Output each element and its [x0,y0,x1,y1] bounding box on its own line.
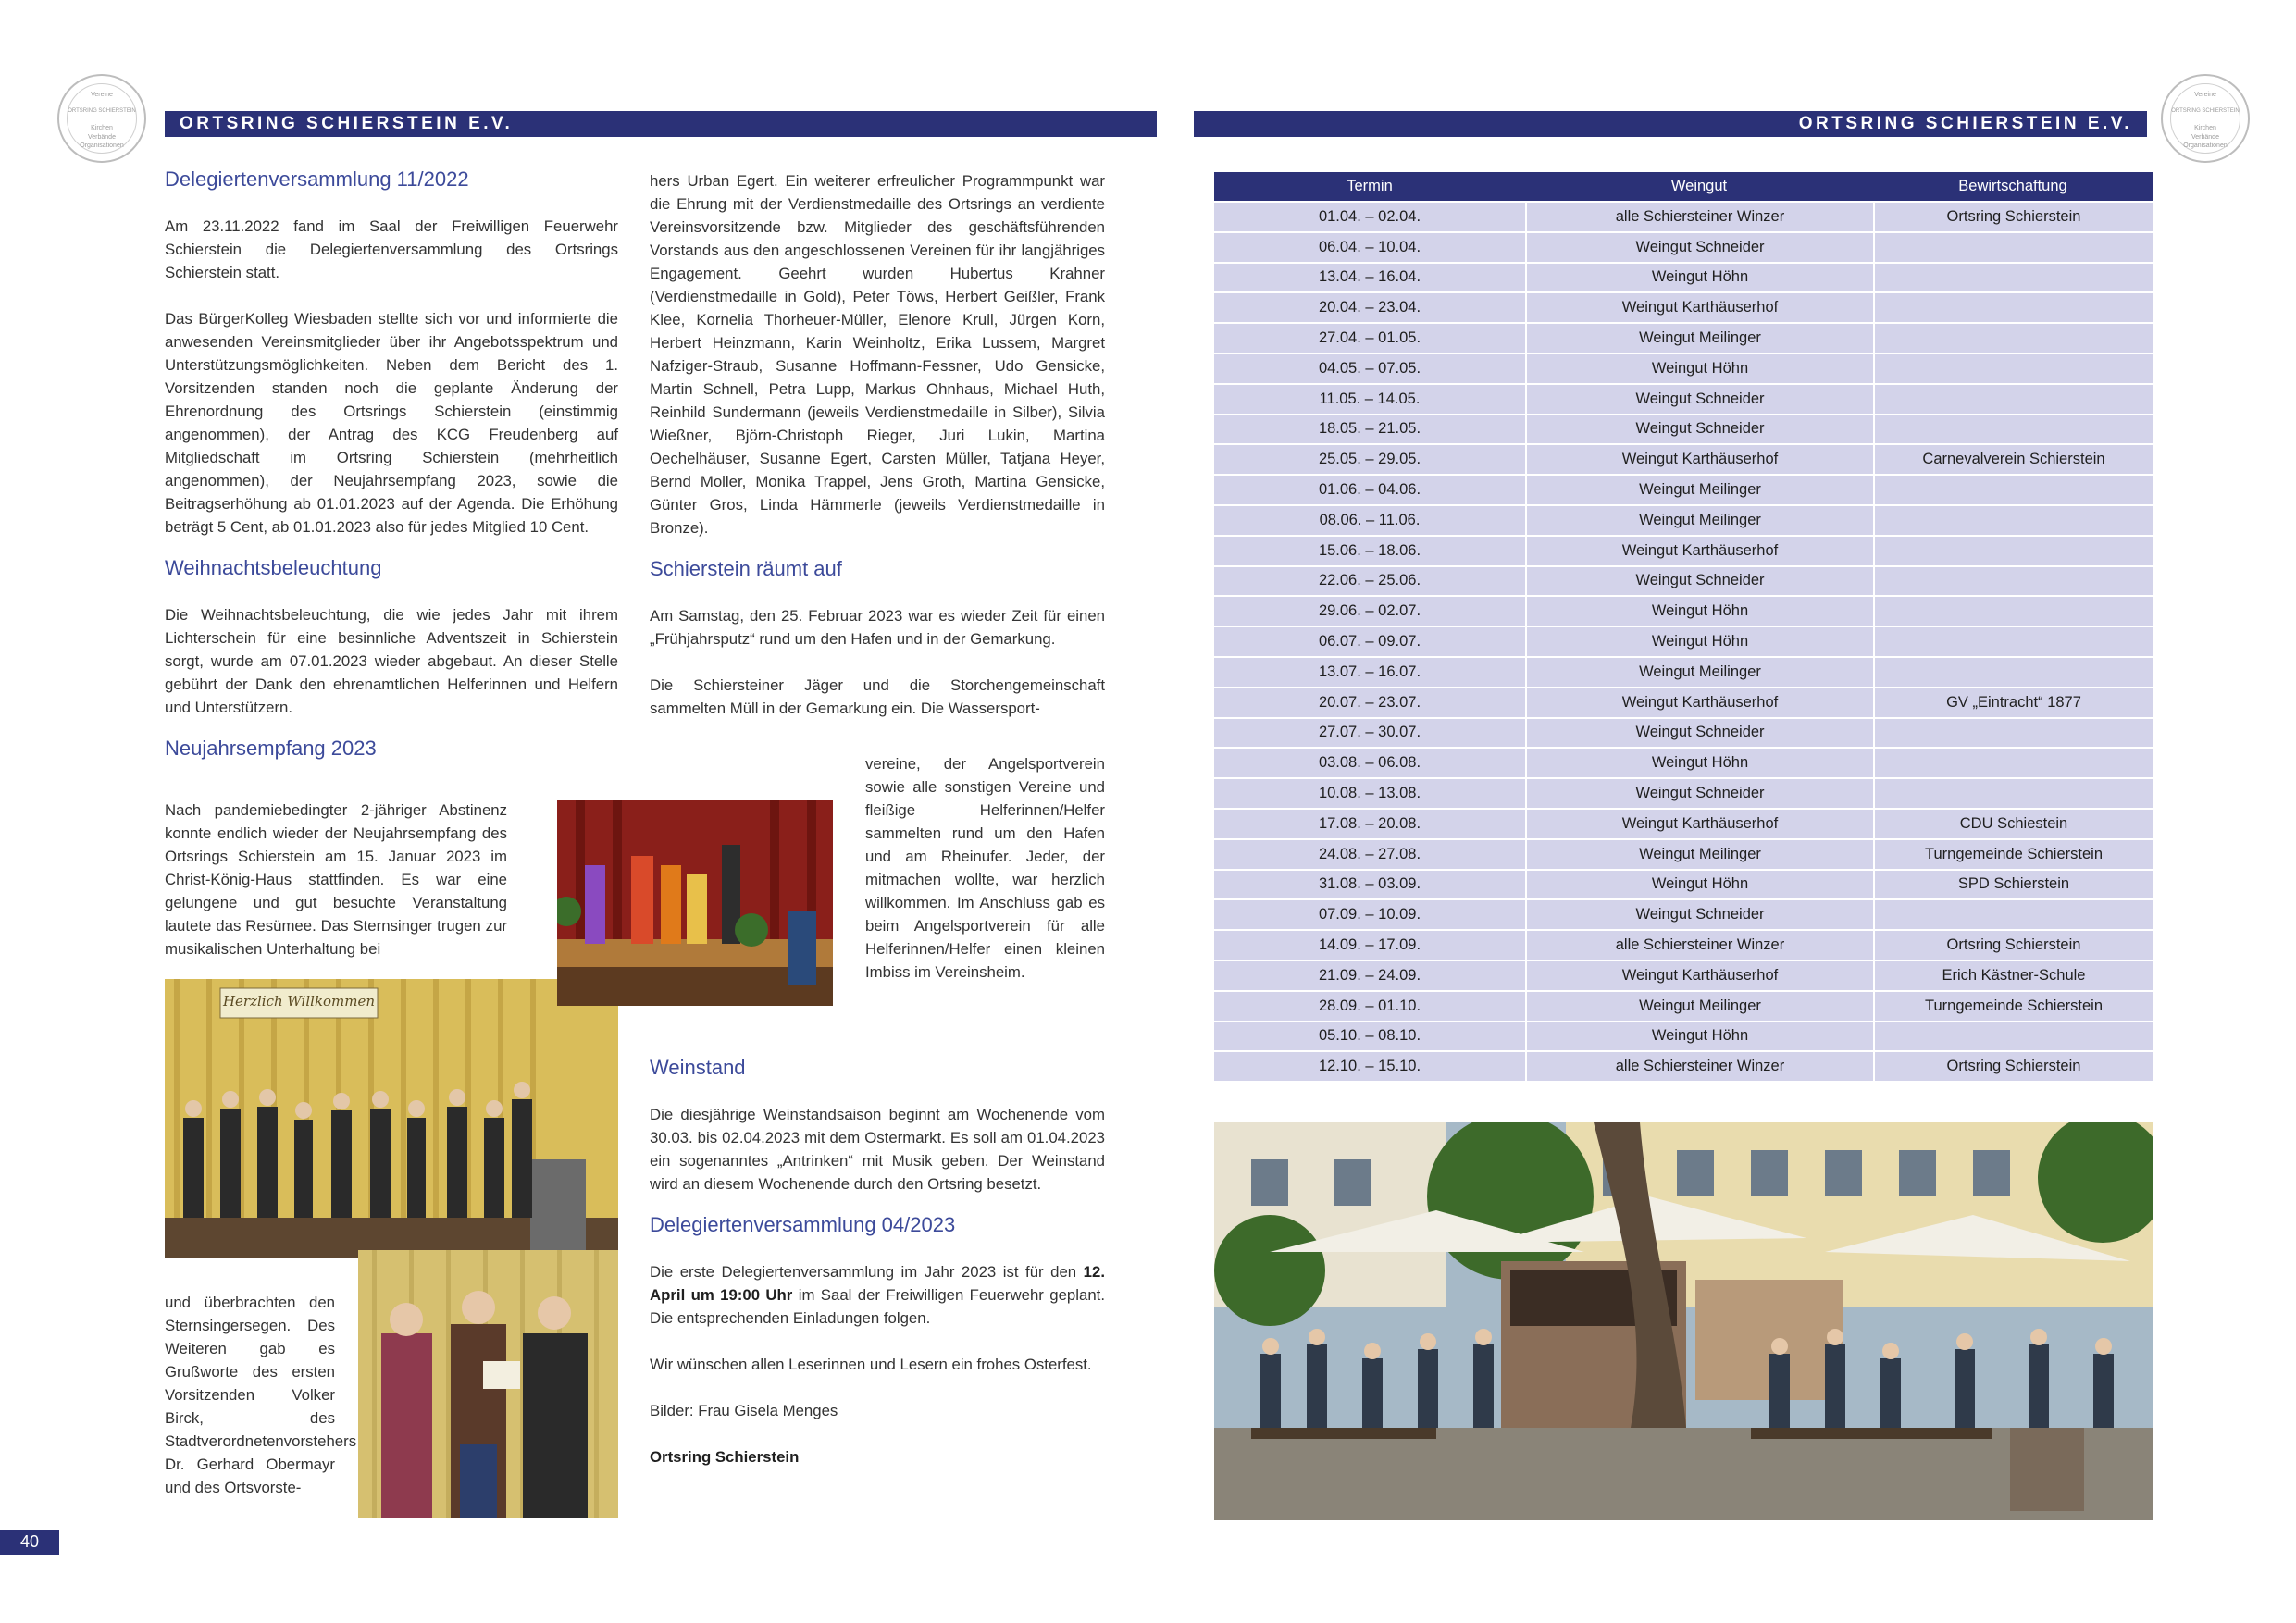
logo-text: Kirchen [2194,125,2216,131]
table-row [1214,869,2153,899]
termin-cell: 31.08. – 03.09. [1214,869,1525,899]
logo-text: Organisationen [80,142,124,149]
table-row [1214,656,2153,687]
weingut-cell: Weingut Schneider [1525,717,1873,748]
termin-cell: 12.10. – 15.10. [1214,1050,1525,1081]
table-row [1214,808,2153,838]
logo-text: Vereine [91,92,113,98]
table-row [1214,322,2153,353]
bewirtschaftung-cell [1873,717,2153,748]
weingut-cell: Weingut Karthäuserhof [1525,808,1873,838]
termin-cell: 08.06. – 11.06. [1214,504,1525,535]
paragraph: Die diesjährige Weinstandsaison beginnt am Wochenende vom 30.03. bis 02.04.2023 mit dem Ostermarkt. Es soll am 01.04.2023 ein sogenanntes „Antrinken“ mit Musik geben. Der Weinstand wird an diesem Wochenende durch den Ortsring besetzt. [650,1106,1105,1193]
weingut-cell: Weingut Höhn [1525,262,1873,292]
termin-cell: 13.04. – 16.04. [1214,262,1525,292]
paragraph: hers Urban Egert. Ein weiterer erfreulicher Programmpunkt war die Ehrung mit der Verdienstmedaille des Ortsrings an verdiente Vereinsvorsitzende bzw. Mitglieder des geschäftsführenden Vorstands aus den angeschlossenen Vereinen für ihr langjähriges Engagement. Geehrt wurden Hubertus Krahner (Verdienstmedaille in Gold), Peter Töws, Herbert Geißler, Frank Klee, Kornelia Thorheuer-Müller, Elenore Krull, Jürgen Korn, Herbert Heinzmann, Karin Weinholtz, Erika Lussem, Margret Nafziger-Straub, Susanne Hoffmann-Fessner, Udo Gensicke, Martin Schnell, Petra Lupp, Markus Ohnhaus, Michael Huth, Reinhild Sundermann (jeweils Verdienstmedaille in Silber), Silvia Wießner, Björn-Christoph Rieger, Juri Lukin, Martina Oechelhäuser, Susanne Egert, Carsten Müller, Tatjana Heyer, Bernd Moller, Monika Trappel, Jens Groth, Martina Gensicke, Günter Gros, Linda Hämmerle (jeweils Verdienstmedaille in Bronze). [650,172,1105,537]
weingut-cell: alle Schiersteiner Winzer [1525,1050,1873,1081]
weingut-cell: Weingut Meilinger [1525,474,1873,504]
table-row [1214,353,2153,383]
weingut-cell: Weingut Höhn [1525,626,1873,656]
table-row [1214,1021,2153,1051]
photo-credit: Bilder: Frau Gisela Menges [650,1402,838,1419]
weingut-cell: Weingut Schneider [1525,231,1873,262]
table-row [1214,565,2153,596]
weingut-cell: alle Schiersteiner Winzer [1525,201,1873,231]
table-row [1214,231,2153,262]
bewirtschaftung-cell [1873,322,2153,353]
section-title: Weihnachtsbeleuchtung [165,556,382,579]
table-row [1214,504,2153,535]
termin-cell: 28.09. – 01.10. [1214,990,1525,1021]
band-title: ORTSRING SCHIERSTEIN E.V. [180,114,514,133]
termin-cell: 29.06. – 02.07. [1214,595,1525,626]
termin-cell: 06.04. – 10.04. [1214,231,1525,262]
weingut-cell: Weingut Karthäuserhof [1525,443,1873,474]
bewirtschaftung-cell [1873,747,2153,777]
bewirtschaftung-cell: Ortsring Schierstein [1873,929,2153,960]
table-row [1214,747,2153,777]
table-row [1214,383,2153,414]
termin-cell: 24.08. – 27.08. [1214,838,1525,869]
bewirtschaftung-cell [1873,383,2153,414]
bewirtschaftung-cell: Erich Kästner-Schule [1873,960,2153,990]
logo-text: Kirchen [91,125,113,131]
weingut-cell: Weingut Höhn [1525,747,1873,777]
schedule-table [1214,172,2153,1081]
column-header: Weingut [1525,172,1873,201]
medal-honoring-photo [358,1250,618,1518]
welcome-banner-text: Herzlich Willkommen [222,993,376,1010]
weingut-cell: Weingut Höhn [1525,353,1873,383]
table-row [1214,201,2153,231]
bewirtschaftung-cell [1873,504,2153,535]
ortsring-logo-right [2161,74,2250,163]
termin-cell: 14.09. – 17.09. [1214,929,1525,960]
table-row [1214,535,2153,565]
left-column-top [165,167,618,762]
termin-cell: 10.08. – 13.08. [1214,777,1525,808]
table-row [1214,838,2153,869]
bewirtschaftung-cell: Turngemeinde Schierstein [1873,838,2153,869]
weingut-cell: Weingut Höhn [1525,869,1873,899]
paragraph [650,1260,1105,1330]
termin-cell: 15.06. – 18.06. [1214,535,1525,565]
section-title: Delegiertenversammlung 11/2022 [165,167,469,191]
section-title: Delegiertenversammlung 04/2023 [650,1213,956,1236]
termin-cell: 01.06. – 04.06. [1214,474,1525,504]
weingut-cell: Weingut Meilinger [1525,322,1873,353]
termin-cell: 06.07. – 09.07. [1214,626,1525,656]
bewirtschaftung-cell [1873,626,2153,656]
bewirtschaftung-cell [1873,898,2153,929]
bewirtschaftung-cell: Ortsring Schierstein [1873,201,2153,231]
termin-cell: 13.07. – 16.07. [1214,656,1525,687]
termin-cell: 05.10. – 08.10. [1214,1021,1525,1051]
page-number: 40 [0,1530,59,1555]
middle-column-top [650,169,1105,720]
table-header-row [1214,172,2153,201]
bewirtschaftung-cell: Ortsring Schierstein [1873,1050,2153,1081]
table-row [1214,929,2153,960]
logo-text: Vereine [2194,92,2216,98]
logo-text: ORTSRING SCHIERSTEIN [2171,108,2240,114]
table-row [1214,291,2153,322]
termin-cell: 25.05. – 29.05. [1214,443,1525,474]
weingut-cell: alle Schiersteiner Winzer [1525,929,1873,960]
table-row [1214,898,2153,929]
middle-column-wrap [865,752,1105,984]
paragraph: Die Schiersteiner Jäger und die Storchengemeinschaft sammelten Müll in der Gemarkung ein. Die Wassersport- [650,676,1105,717]
weingut-cell: Weingut Schneider [1525,414,1873,444]
middle-column-bottom [650,1055,1105,1468]
weingut-cell: Weingut Höhn [1525,595,1873,626]
table-row [1214,414,2153,444]
band-title: ORTSRING SCHIERSTEIN E.V. [1798,114,2132,133]
left-column-bottom [165,1291,357,1499]
table-row [1214,474,2153,504]
paragraph: Wir wünschen allen Leserinnen und Lesern ein frohes Osterfest. [650,1356,1092,1373]
bewirtschaftung-cell [1873,1021,2153,1051]
weingut-cell: Weingut Karthäuserhof [1525,291,1873,322]
text-run: Die erste Delegiertenversammlung im Jahr 2023 ist für den [650,1263,1084,1281]
signature-wrap [650,1445,1105,1468]
logo-text: Verbände [88,134,116,141]
weingut-cell: Weingut Schneider [1525,898,1873,929]
bewirtschaftung-cell [1873,656,2153,687]
bewirtschaftung-cell [1873,291,2153,322]
column-header: Termin [1214,172,1525,201]
weingut-cell: Weingut Karthäuserhof [1525,960,1873,990]
section-title: Neujahrsempfang 2023 [165,737,377,760]
section-title: Schierstein räumt auf [650,557,842,580]
section-title: Weinstand [650,1056,746,1079]
header-band-right [1194,111,2147,137]
header-band-left [165,111,1157,137]
bewirtschaftung-cell [1873,231,2153,262]
termin-cell: 04.05. – 07.05. [1214,353,1525,383]
weingut-cell: Weingut Meilinger [1525,838,1873,869]
paragraph: Am Samstag, den 25. Februar 2023 war es wieder Zeit für einen „Frühjahrsputz“ rund um den Hafen und in der Gemarkung. [650,607,1105,648]
weingut-cell: Weingut Schneider [1525,565,1873,596]
logo-text: ORTSRING SCHIERSTEIN [68,108,136,114]
weingut-cell: Weingut Schneider [1525,777,1873,808]
weingut-cell: Weingut Meilinger [1525,504,1873,535]
weingut-cell: Weingut Meilinger [1525,656,1873,687]
signature: Ortsring Schierstein [650,1448,800,1466]
bewirtschaftung-cell: CDU Schiestein [1873,808,2153,838]
paragraph: Das BürgerKolleg Wiesbaden stellte sich vor und informierte die anwesenden Vereinsmitglieder über ihr Angebotsspektrum und Unterstützungsmöglichkeiten. Neben dem Bericht des 1. Vorsitzenden standen noch die geplante Änderung der Ehrenordnung des Ortsrings Schierstein (einstimmig angenommen), der Antrag des KCG Freudenberg auf Mitgliedschaft im Ortsring Schierstein (mehrheitlich angenommen), der Neujahrsempfang 2023, sowie die Beitragserhöhung ab 01.01.2023 auf der Agenda. Die Erhöhung beträgt 5 Cent, ab 01.01.2023 also für jedes Mitglied 10 Cent. [165,310,618,536]
weingut-cell: Weingut Schneider [1525,383,1873,414]
meeting-datetime: 12. April um 19:00 Uhr [650,1263,1105,1304]
paragraph: vereine, der Angelsportverein sowie alle sonstigen Vereine und fleißige Helferinnen/Helfer sammelten rund um den Hafen und am Rheinufer. Jeder, der mitmachen wollte, war herzlich willkommen. Im Anschluss gab es beim Angelsportverein für alle Helferinnen/Helfer einen kleinen Imbiss im Vereinsheim. [865,755,1105,981]
bewirtschaftung-cell: SPD Schierstein [1873,869,2153,899]
table-row [1214,595,2153,626]
table-body [1214,201,2153,1081]
termin-cell: 18.05. – 21.05. [1214,414,1525,444]
table-row [1214,626,2153,656]
termin-cell: 01.04. – 02.04. [1214,201,1525,231]
bewirtschaftung-cell [1873,262,2153,292]
bewirtschaftung-cell: Turngemeinde Schierstein [1873,990,2153,1021]
table-row [1214,443,2153,474]
weingut-cell: Weingut Karthäuserhof [1525,535,1873,565]
weingut-cell: Weingut Meilinger [1525,990,1873,1021]
table-row [1214,990,2153,1021]
bewirtschaftung-cell [1873,777,2153,808]
weinstand-photo [1214,1122,2153,1520]
ortsring-logo-left [57,74,146,163]
paragraph: und überbrachten den Sternsingersegen. Des Weiteren gab es Grußworte des ersten Vorsitzenden Volker Birck, des Stadtverordnetenvorstehers Dr. Gerhard Obermayr und des Ortsvorste- [165,1294,357,1496]
bewirtschaftung-cell [1873,474,2153,504]
paragraph: Nach pandemiebedingter 2-jähriger Abstinenz konnte endlich wieder der Neujahrsempfang des Ortsrings Schierstein am 15. Januar 2023 im Christ-König-Haus stattfinden. Es war eine gelungene und gut besuchte Veranstaltung lautete das Resümee. Das Sternsinger trugen zur musikalischen Unterhaltung bei [165,801,507,958]
bewirtschaftung-cell [1873,535,2153,565]
paragraph: Am 23.11.2022 fand im Saal der Freiwilligen Feuerwehr Schierstein die Delegiertenversammlung des Ortsrings Schierstein statt. [165,217,618,281]
logo-text: Verbände [2191,134,2219,141]
table-row [1214,777,2153,808]
sternsinger-stage-photo [557,800,833,1006]
table-row [1214,262,2153,292]
logo-text: Organisationen [2183,142,2228,149]
reception-photo [165,979,618,1258]
termin-cell: 21.09. – 24.09. [1214,960,1525,990]
termin-cell: 17.08. – 20.08. [1214,808,1525,838]
weinstand-schedule [1214,172,2153,1081]
table-row [1214,1050,2153,1081]
termin-cell: 27.07. – 30.07. [1214,717,1525,748]
bewirtschaftung-cell: Carnevalverein Schierstein [1873,443,2153,474]
bewirtschaftung-cell [1873,595,2153,626]
termin-cell: 22.06. – 25.06. [1214,565,1525,596]
table-row [1214,960,2153,990]
termin-cell: 11.05. – 14.05. [1214,383,1525,414]
text-run: im Saal der Freiwilligen Feuerwehr geplant. Die entsprechenden Einladungen folgen. [650,1286,1105,1327]
bewirtschaftung-cell [1873,414,2153,444]
termin-cell: 20.07. – 23.07. [1214,687,1525,717]
termin-cell: 20.04. – 23.04. [1214,291,1525,322]
paragraph: Die Weihnachtsbeleuchtung, die wie jedes Jahr mit ihrem Lichterschein für eine besinnliche Adventszeit in Schierstein sorgt, wurde am 07.01.2023 wieder abgebaut. An dieser Stelle gebührt der Dank den ehrenamtlichen Helferinnen und Helfern und Unterstützern. [165,606,618,716]
termin-cell: 27.04. – 01.05. [1214,322,1525,353]
table-row [1214,687,2153,717]
termin-cell: 07.09. – 10.09. [1214,898,1525,929]
termin-cell: 03.08. – 06.08. [1214,747,1525,777]
bewirtschaftung-cell [1873,565,2153,596]
weingut-cell: Weingut Karthäuserhof [1525,687,1873,717]
table-row [1214,717,2153,748]
bewirtschaftung-cell [1873,353,2153,383]
bewirtschaftung-cell: GV „Eintracht“ 1877 [1873,687,2153,717]
column-header: Bewirtschaftung [1873,172,2153,201]
left-column-neujahr [165,799,507,960]
weingut-cell: Weingut Höhn [1525,1021,1873,1051]
